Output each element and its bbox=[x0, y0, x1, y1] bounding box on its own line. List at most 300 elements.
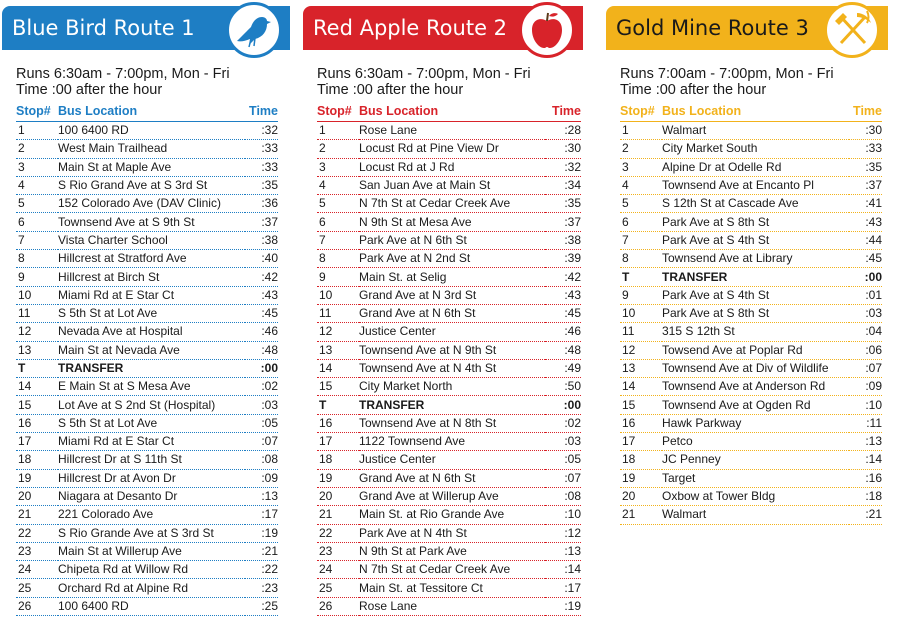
stop-time: :13 bbox=[849, 433, 882, 451]
stop-number: 22 bbox=[16, 524, 58, 542]
table-row bbox=[16, 506, 278, 524]
stop-number: 20 bbox=[317, 487, 359, 505]
stop-header: Stop# bbox=[620, 104, 662, 122]
route-3-rows bbox=[620, 122, 882, 525]
bus-location: Rose Lane bbox=[359, 122, 545, 140]
bus-location: Target bbox=[662, 469, 849, 487]
stop-number: T bbox=[620, 268, 662, 286]
stop-time: :41 bbox=[849, 195, 882, 213]
stop-number: 1 bbox=[16, 122, 58, 140]
stop-number: 24 bbox=[317, 561, 359, 579]
stop-number: 26 bbox=[317, 597, 359, 615]
stop-time: :25 bbox=[245, 597, 278, 615]
table-row bbox=[317, 122, 581, 140]
stop-number: 6 bbox=[620, 213, 662, 231]
table-row bbox=[620, 176, 882, 194]
stop-time: :21 bbox=[849, 506, 882, 524]
stop-time: :09 bbox=[849, 378, 882, 396]
stop-time: :50 bbox=[545, 378, 581, 396]
stop-time: :42 bbox=[545, 268, 581, 286]
bus-location: Miami Rd at E Star Ct bbox=[58, 286, 245, 304]
table-row bbox=[16, 140, 278, 158]
table-row bbox=[16, 396, 278, 414]
bus-location: Petco bbox=[662, 433, 849, 451]
bus-location: JC Penney bbox=[662, 451, 849, 469]
stop-time: :01 bbox=[849, 286, 882, 304]
table-row bbox=[16, 323, 278, 341]
bus-location: Alpine Dr at Odelle Rd bbox=[662, 158, 849, 176]
bus-location: Hillcrest at Stratford Ave bbox=[58, 250, 245, 268]
stop-number: 11 bbox=[16, 304, 58, 322]
stop-time: :12 bbox=[545, 524, 581, 542]
bus-location: TRANSFER bbox=[662, 268, 849, 286]
bus-location: Grand Ave at N 6th St bbox=[359, 469, 545, 487]
stop-time: :04 bbox=[849, 323, 882, 341]
stop-number: 8 bbox=[16, 250, 58, 268]
stop-number: 25 bbox=[317, 579, 359, 597]
stop-time: :45 bbox=[545, 304, 581, 322]
route-1-runs: Runs 6:30am - 7:00pm, Mon - Fri bbox=[16, 66, 230, 82]
bus-location: Main St. at Selig bbox=[359, 268, 545, 286]
stop-number: 21 bbox=[620, 506, 662, 524]
time-header: Time bbox=[545, 104, 581, 122]
stop-time: :07 bbox=[245, 433, 278, 451]
table-row bbox=[317, 323, 581, 341]
table-row bbox=[317, 304, 581, 322]
bus-location: 100 6400 RD bbox=[58, 122, 245, 140]
table-row bbox=[620, 378, 882, 396]
bus-location: Niagara at Desanto Dr bbox=[58, 487, 245, 505]
bus-location: Hillcrest Dr at Avon Dr bbox=[58, 469, 245, 487]
bus-location: Townsend Ave at Div of Wildlife bbox=[662, 359, 849, 377]
apple-icon bbox=[519, 2, 575, 58]
stop-time: :42 bbox=[245, 268, 278, 286]
stop-time: :10 bbox=[849, 396, 882, 414]
table-row bbox=[620, 451, 882, 469]
table-row bbox=[16, 451, 278, 469]
shovel-pickaxe-icon bbox=[824, 2, 880, 58]
stop-time: :49 bbox=[545, 359, 581, 377]
table-row bbox=[317, 378, 581, 396]
stop-time: :02 bbox=[245, 378, 278, 396]
table-row bbox=[16, 176, 278, 194]
table-header-row bbox=[16, 104, 278, 122]
table-row bbox=[317, 597, 581, 615]
stop-time: :13 bbox=[545, 542, 581, 560]
bus-location: Townsend Ave at N 8th St bbox=[359, 414, 545, 432]
bus-location: Lot Ave at S 2nd St (Hospital) bbox=[58, 396, 245, 414]
bus-location: Miami Rd at E Star Ct bbox=[58, 433, 245, 451]
stop-time: :06 bbox=[849, 341, 882, 359]
table-row bbox=[620, 341, 882, 359]
bus-location: S 12th St at Cascade Ave bbox=[662, 195, 849, 213]
stop-number: 19 bbox=[317, 469, 359, 487]
stop-number: 2 bbox=[16, 140, 58, 158]
table-row bbox=[16, 378, 278, 396]
bus-location: S 5th St at Lot Ave bbox=[58, 304, 245, 322]
bus-location: Park Ave at S 4th St bbox=[662, 286, 849, 304]
stop-number: 15 bbox=[16, 396, 58, 414]
stop-time: :43 bbox=[245, 286, 278, 304]
stop-time: :17 bbox=[545, 579, 581, 597]
transfer-row bbox=[620, 268, 882, 286]
bus-location: S Rio Grand Ave at S 3rd St bbox=[58, 176, 245, 194]
bus-location: Townsend Ave at Library bbox=[662, 250, 849, 268]
stop-time: :43 bbox=[849, 213, 882, 231]
table-row bbox=[620, 506, 882, 524]
route-3-schedule-table bbox=[620, 104, 882, 525]
bus-location: 221 Colorado Ave bbox=[58, 506, 245, 524]
bus-location: 100 6400 RD bbox=[58, 597, 245, 615]
table-row bbox=[16, 195, 278, 213]
table-row bbox=[16, 524, 278, 542]
table-row bbox=[16, 304, 278, 322]
stop-number: 3 bbox=[317, 158, 359, 176]
stop-time: :05 bbox=[545, 451, 581, 469]
stop-number: 21 bbox=[317, 506, 359, 524]
stop-number: 8 bbox=[317, 250, 359, 268]
stop-number: 24 bbox=[16, 561, 58, 579]
bus-location: Townsend Ave at Encanto Pl bbox=[662, 176, 849, 194]
table-row bbox=[317, 341, 581, 359]
table-row bbox=[620, 286, 882, 304]
stop-number: 12 bbox=[317, 323, 359, 341]
stop-time: :00 bbox=[245, 359, 278, 377]
bus-location: Hillcrest Dr at S 11th St bbox=[58, 451, 245, 469]
stop-number: 13 bbox=[620, 359, 662, 377]
table-row bbox=[317, 506, 581, 524]
stop-number: 7 bbox=[16, 231, 58, 249]
time-header: Time bbox=[849, 104, 882, 122]
stop-time: :39 bbox=[545, 250, 581, 268]
stop-time: :03 bbox=[545, 433, 581, 451]
bluebird-icon bbox=[226, 2, 282, 58]
stop-number: 12 bbox=[620, 341, 662, 359]
table-row bbox=[16, 268, 278, 286]
stop-number: 11 bbox=[620, 323, 662, 341]
table-row bbox=[317, 213, 581, 231]
stop-number: 16 bbox=[317, 414, 359, 432]
table-header-row bbox=[620, 104, 882, 122]
stop-number: 6 bbox=[16, 213, 58, 231]
stop-number: 20 bbox=[16, 487, 58, 505]
table-row bbox=[16, 122, 278, 140]
table-row bbox=[317, 140, 581, 158]
bus-location: Main St at Nevada Ave bbox=[58, 341, 245, 359]
table-row bbox=[317, 268, 581, 286]
stop-number: 7 bbox=[317, 231, 359, 249]
route-3-banner bbox=[606, 6, 888, 50]
stop-number: 26 bbox=[16, 597, 58, 615]
table-row bbox=[620, 396, 882, 414]
stop-time: :22 bbox=[245, 561, 278, 579]
bus-location: 152 Colorado Ave (DAV Clinic) bbox=[58, 195, 245, 213]
route-1-column bbox=[2, 6, 290, 616]
stop-number: 14 bbox=[16, 378, 58, 396]
stop-time: :11 bbox=[849, 414, 882, 432]
bus-location: Grand Ave at N 6th St bbox=[359, 304, 545, 322]
table-row bbox=[16, 579, 278, 597]
stop-time: :14 bbox=[545, 561, 581, 579]
table-row bbox=[620, 304, 882, 322]
stop-time: :07 bbox=[545, 469, 581, 487]
table-row bbox=[16, 561, 278, 579]
stop-time: :33 bbox=[245, 158, 278, 176]
stop-number: 17 bbox=[317, 433, 359, 451]
bus-location: Park Ave at N 4th St bbox=[359, 524, 545, 542]
stop-number: 2 bbox=[620, 140, 662, 158]
table-row bbox=[16, 250, 278, 268]
route-2-schedule-table bbox=[317, 104, 581, 616]
stop-number: 11 bbox=[317, 304, 359, 322]
stop-number: 12 bbox=[16, 323, 58, 341]
bus-location: Park Ave at N 6th St bbox=[359, 231, 545, 249]
table-row bbox=[317, 433, 581, 451]
table-header-row bbox=[317, 104, 581, 122]
route-3-runs: Runs 7:00am - 7:00pm, Mon - Fri bbox=[620, 66, 834, 82]
stop-number: 15 bbox=[620, 396, 662, 414]
stop-time: :35 bbox=[849, 158, 882, 176]
stop-number: 4 bbox=[317, 176, 359, 194]
table-row bbox=[16, 433, 278, 451]
route-3-title: Gold Mine Route 3 bbox=[616, 16, 809, 40]
route-3-column bbox=[606, 6, 888, 525]
bus-location: Hillcrest at Birch St bbox=[58, 268, 245, 286]
table-row bbox=[620, 195, 882, 213]
table-row bbox=[317, 561, 581, 579]
stop-number: 15 bbox=[317, 378, 359, 396]
stop-time: :07 bbox=[849, 359, 882, 377]
stop-header: Stop# bbox=[317, 104, 359, 122]
stop-time: :08 bbox=[545, 487, 581, 505]
bus-location: Townsend Ave at N 4th St bbox=[359, 359, 545, 377]
table-row bbox=[16, 487, 278, 505]
stop-number: 1 bbox=[620, 122, 662, 140]
stop-time: :23 bbox=[245, 579, 278, 597]
table-row bbox=[16, 213, 278, 231]
stop-time: :08 bbox=[245, 451, 278, 469]
bus-location: Park Ave at S 8th St bbox=[662, 304, 849, 322]
route-1-title: Blue Bird Route 1 bbox=[12, 16, 195, 40]
bus-location: TRANSFER bbox=[58, 359, 245, 377]
table-row bbox=[16, 231, 278, 249]
route-2-rows bbox=[317, 122, 581, 616]
time-header: Time bbox=[245, 104, 278, 122]
stop-number: 19 bbox=[16, 469, 58, 487]
stop-time: :37 bbox=[545, 213, 581, 231]
table-row bbox=[16, 341, 278, 359]
table-row bbox=[317, 176, 581, 194]
bus-location: Locust Rd at J Rd bbox=[359, 158, 545, 176]
table-row bbox=[620, 323, 882, 341]
bus-location: Main St at Maple Ave bbox=[58, 158, 245, 176]
bus-location: City Market South bbox=[662, 140, 849, 158]
stop-number: 5 bbox=[317, 195, 359, 213]
stop-number: T bbox=[317, 396, 359, 414]
stop-time: :09 bbox=[245, 469, 278, 487]
stop-number: 16 bbox=[620, 414, 662, 432]
route-1-rows bbox=[16, 122, 278, 616]
route-1-schedule-table bbox=[16, 104, 278, 616]
table-row bbox=[620, 158, 882, 176]
bus-location: Rose Lane bbox=[359, 597, 545, 615]
table-row bbox=[620, 469, 882, 487]
bus-location: 315 S 12th St bbox=[662, 323, 849, 341]
table-row bbox=[317, 250, 581, 268]
stop-number: 16 bbox=[16, 414, 58, 432]
bus-location: Locust Rd at Pine View Dr bbox=[359, 140, 545, 158]
table-row bbox=[16, 414, 278, 432]
stop-time: :38 bbox=[545, 231, 581, 249]
stop-number: 13 bbox=[317, 341, 359, 359]
table-row bbox=[317, 414, 581, 432]
bus-location: Towsend Ave at Poplar Rd bbox=[662, 341, 849, 359]
stop-number: 8 bbox=[620, 250, 662, 268]
stop-number: 5 bbox=[16, 195, 58, 213]
stop-time: :33 bbox=[849, 140, 882, 158]
stop-time: :13 bbox=[245, 487, 278, 505]
bus-location: West Main Trailhead bbox=[58, 140, 245, 158]
table-row bbox=[620, 359, 882, 377]
bus-location: Grand Ave at Willerup Ave bbox=[359, 487, 545, 505]
bus-location: Main St. at Rio Grande Ave bbox=[359, 506, 545, 524]
bus-location: N 9th St at Mesa Ave bbox=[359, 213, 545, 231]
location-header: Bus Location bbox=[58, 104, 245, 122]
table-row bbox=[16, 542, 278, 560]
bus-location: S 5th St at Lot Ave bbox=[58, 414, 245, 432]
table-row bbox=[620, 433, 882, 451]
stop-time: :40 bbox=[245, 250, 278, 268]
table-row bbox=[620, 487, 882, 505]
stop-number: 25 bbox=[16, 579, 58, 597]
stop-number: 13 bbox=[16, 341, 58, 359]
stop-time: :18 bbox=[849, 487, 882, 505]
stop-time: :19 bbox=[545, 597, 581, 615]
stop-time: :32 bbox=[245, 122, 278, 140]
route-3-time-note: Time :00 after the hour bbox=[620, 82, 767, 98]
bus-location: Townsend Ave at Anderson Rd bbox=[662, 378, 849, 396]
table-row bbox=[317, 451, 581, 469]
stop-number: 18 bbox=[317, 451, 359, 469]
stop-time: :48 bbox=[245, 341, 278, 359]
stop-time: :03 bbox=[849, 304, 882, 322]
stop-time: :45 bbox=[245, 304, 278, 322]
stop-time: :37 bbox=[245, 213, 278, 231]
route-2-title: Red Apple Route 2 bbox=[313, 16, 508, 40]
stop-number: 14 bbox=[620, 378, 662, 396]
table-row bbox=[317, 359, 581, 377]
stop-time: :44 bbox=[849, 231, 882, 249]
bus-location: N 9th St at Park Ave bbox=[359, 542, 545, 560]
bus-location: Main St. at Tessitore Ct bbox=[359, 579, 545, 597]
stop-time: :37 bbox=[849, 176, 882, 194]
stop-time: :35 bbox=[545, 195, 581, 213]
bus-location: S Rio Grande Ave at S 3rd St bbox=[58, 524, 245, 542]
stop-number: T bbox=[16, 359, 58, 377]
stop-number: 7 bbox=[620, 231, 662, 249]
route-1-banner bbox=[2, 6, 290, 50]
stop-number: 10 bbox=[620, 304, 662, 322]
stop-number: 10 bbox=[317, 286, 359, 304]
stop-number: 6 bbox=[317, 213, 359, 231]
stop-number: 18 bbox=[16, 451, 58, 469]
bus-location: San Juan Ave at Main St bbox=[359, 176, 545, 194]
route-1-time-note: Time :00 after the hour bbox=[16, 82, 163, 98]
stop-time: :32 bbox=[545, 158, 581, 176]
bus-location: Grand Ave at N 3rd St bbox=[359, 286, 545, 304]
stop-time: :43 bbox=[545, 286, 581, 304]
bus-location: Oxbow at Tower Bldg bbox=[662, 487, 849, 505]
route-2-runs: Runs 6:30am - 7:00pm, Mon - Fri bbox=[317, 66, 531, 82]
route-2-column bbox=[303, 6, 583, 616]
stop-number: 22 bbox=[317, 524, 359, 542]
bus-location: Nevada Ave at Hospital bbox=[58, 323, 245, 341]
table-row bbox=[16, 469, 278, 487]
table-row bbox=[16, 286, 278, 304]
stop-time: :14 bbox=[849, 451, 882, 469]
stop-time: :05 bbox=[245, 414, 278, 432]
stop-time: :16 bbox=[849, 469, 882, 487]
stop-number: 9 bbox=[16, 268, 58, 286]
stop-number: 14 bbox=[317, 359, 359, 377]
stop-number: 18 bbox=[620, 451, 662, 469]
table-row bbox=[317, 579, 581, 597]
stop-number: 21 bbox=[16, 506, 58, 524]
stop-time: :38 bbox=[245, 231, 278, 249]
stop-time: :34 bbox=[545, 176, 581, 194]
table-row bbox=[620, 140, 882, 158]
table-row bbox=[620, 213, 882, 231]
location-header: Bus Location bbox=[359, 104, 545, 122]
stop-time: :46 bbox=[245, 323, 278, 341]
bus-location: N 7th St at Cedar Creek Ave bbox=[359, 561, 545, 579]
bus-location: Park Ave at S 8th St bbox=[662, 213, 849, 231]
bus-location: E Main St at S Mesa Ave bbox=[58, 378, 245, 396]
table-row bbox=[317, 286, 581, 304]
bus-location: Townsend Ave at S 9th St bbox=[58, 213, 245, 231]
stop-number: 9 bbox=[317, 268, 359, 286]
bus-location: Chipeta Rd at Willow Rd bbox=[58, 561, 245, 579]
stop-number: 9 bbox=[620, 286, 662, 304]
stop-time: :28 bbox=[545, 122, 581, 140]
table-row bbox=[317, 524, 581, 542]
stop-time: :33 bbox=[245, 140, 278, 158]
stop-time: :03 bbox=[245, 396, 278, 414]
stop-number: 3 bbox=[620, 158, 662, 176]
transfer-row bbox=[317, 396, 581, 414]
stop-number: 23 bbox=[16, 542, 58, 560]
bus-location: Townsend Ave at Ogden Rd bbox=[662, 396, 849, 414]
stop-number: 4 bbox=[620, 176, 662, 194]
bus-location: Townsend Ave at N 9th St bbox=[359, 341, 545, 359]
bus-location: Orchard Rd at Alpine Rd bbox=[58, 579, 245, 597]
stop-number: 17 bbox=[620, 433, 662, 451]
table-row bbox=[620, 231, 882, 249]
table-row bbox=[317, 469, 581, 487]
table-row bbox=[317, 231, 581, 249]
bus-location: Park Ave at N 2nd St bbox=[359, 250, 545, 268]
stop-time: :30 bbox=[545, 140, 581, 158]
stop-number: 2 bbox=[317, 140, 359, 158]
route-2-banner bbox=[303, 6, 583, 50]
table-row bbox=[317, 158, 581, 176]
bus-location: Vista Charter School bbox=[58, 231, 245, 249]
bus-location: Walmart bbox=[662, 506, 849, 524]
stop-number: 20 bbox=[620, 487, 662, 505]
stop-number: 4 bbox=[16, 176, 58, 194]
stop-time: :00 bbox=[545, 396, 581, 414]
bus-location: Justice Center bbox=[359, 451, 545, 469]
